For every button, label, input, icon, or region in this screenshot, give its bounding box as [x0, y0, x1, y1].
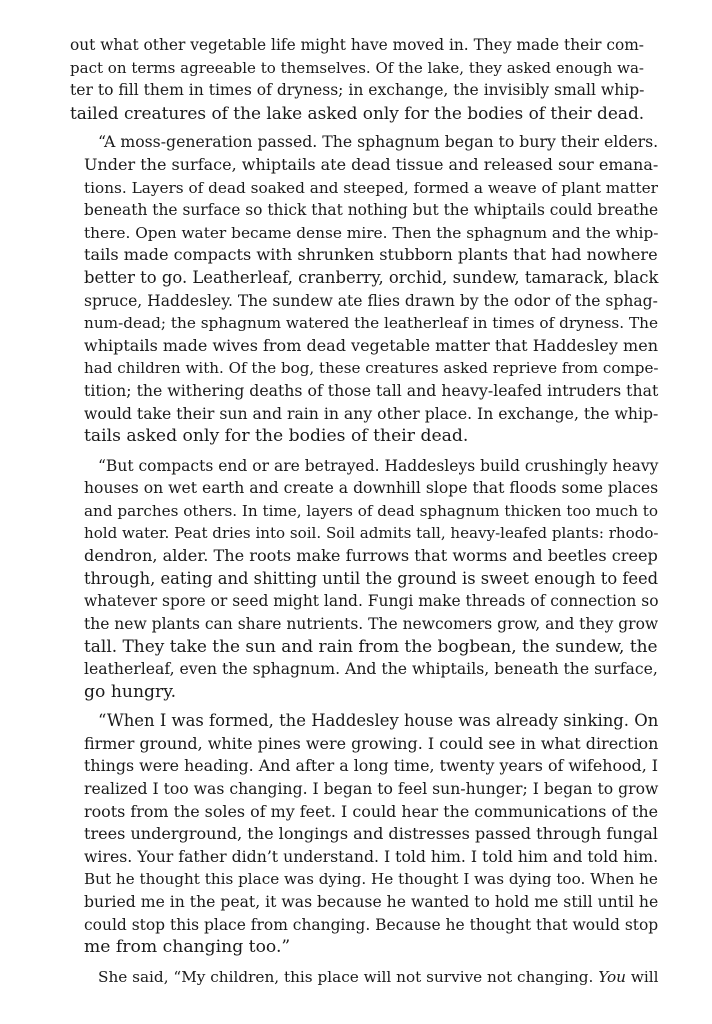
text-line: Under the surface, whiptails ate dead tissue and released sour emana- — [84, 154, 659, 174]
text-line: would take their sun and rain in any other place. In exchange, the whip- — [84, 403, 659, 423]
italic-emphasis: You — [598, 967, 626, 986]
text-line: dendron, alder. The roots make furrows that worms and beetles creep — [84, 546, 658, 566]
text-line: realized I too was changing. I began to feel sun-hunger; I began to grow — [84, 779, 659, 798]
text-line: hold water. Peat dries into soil. Soil admits tall, heavy-leafed plants: rhodo- — [84, 524, 659, 543]
text-line: whatever spore or seed might land. Fungi make threads of connection so — [84, 592, 659, 611]
text-line: out what other vegetable life might have moved in. They made their com- — [70, 36, 644, 54]
text-line: the new plants can share nutrients. The newcomers grow, and they grow — [84, 614, 659, 633]
text-line: But he thought this place was dying. He thought I was dying too. When he — [84, 870, 658, 889]
book-page — [70, 34, 659, 988]
paragraph-3 — [70, 455, 659, 704]
text-line: tails asked only for the bodies of their dead. — [84, 426, 469, 447]
text-line: things were heading. And after a long time, twenty years of wifehood, I — [84, 756, 659, 776]
text-line: “But compacts end or are betrayed. Haddesleys build crushingly heavy — [98, 456, 659, 475]
text-line: had children with. Of the bog, these creatures asked reprieve from compe- — [84, 359, 659, 378]
text-line: and parches others. In time, layers of dead sphagnum thicken too much to — [84, 501, 659, 520]
text-line-with-italic: She said, “My children, this place will not survive not changing. You will — [98, 967, 659, 986]
text-line: spruce, Haddesley. The sundew ate flies drawn by the odor of the sphag- — [84, 291, 658, 310]
text-line: me from changing too.” — [84, 937, 291, 958]
text-line: wires. Your father didn’t understand. I told him. I told him and told him. — [84, 846, 659, 866]
text-line: num-dead; the sphagnum watered the leatherleaf in times of dryness. The — [84, 314, 658, 333]
text-line: ter to fill them in times of dryness; in exchange, the invisibly small whip- — [70, 81, 645, 100]
text-line: roots from the soles of my feet. I could hear the communications of the — [84, 801, 659, 821]
text-line: trees underground, the longings and distresses passed through fungal — [84, 824, 658, 844]
text-line: leatherleaf, even the sphagnum. And the whiptails, beneath the surface, — [84, 659, 658, 679]
text-line: buried me in the peat, it was because he wanted to hold me still until he — [84, 891, 659, 911]
text-line: could stop this place from changing. Because he thought that would stop — [84, 915, 659, 934]
text-line: tails made compacts with shrunken stubborn plants that had nowhere — [84, 245, 658, 265]
text-line: tition; the withering deaths of those tall and heavy-leafed intruders that — [84, 380, 659, 400]
text-line: better to go. Leatherleaf, cranberry, orchid, sundew, tamarack, black — [84, 267, 659, 287]
paragraph-2 — [70, 131, 659, 447]
text-line: whiptails made wives from dead vegetable matter that Haddesley men — [84, 335, 658, 355]
paragraph-5 — [70, 966, 659, 989]
text-line: firmer ground, white pines were growing. I could see in what direction — [84, 733, 659, 753]
text-line: houses on wet earth and create a downhill slope that floods some places — [84, 479, 659, 498]
text-line: there. Open water became dense mire. Then the sphagnum and the whip- — [84, 223, 659, 242]
text-line: tailed creatures of the lake asked only for the bodies of their dead. — [70, 102, 645, 123]
text-line: “A moss-generation passed. The sphagnum began to bury their elders. — [98, 132, 659, 152]
text-line: beneath the surface so thick that nothing but the whiptails could breathe — [84, 201, 659, 220]
text-line: tions. Layers of dead soaked and steeped, formed a weave of plant matter — [84, 178, 658, 197]
text-line: go hungry. — [84, 681, 177, 702]
text-line: “When I was formed, the Haddesley house was already sinking. On — [98, 711, 659, 731]
paragraph-1 — [70, 34, 644, 124]
text-line: through, eating and shitting until the ground is sweet enough to feed — [84, 568, 659, 588]
text-line: tall. They take the sun and rain from the bogbean, the sundew, the — [84, 636, 658, 657]
paragraph-4 — [70, 710, 659, 959]
text-line: pact on terms agreeable to themselves. Of the lake, they asked enough wa- — [70, 58, 644, 77]
